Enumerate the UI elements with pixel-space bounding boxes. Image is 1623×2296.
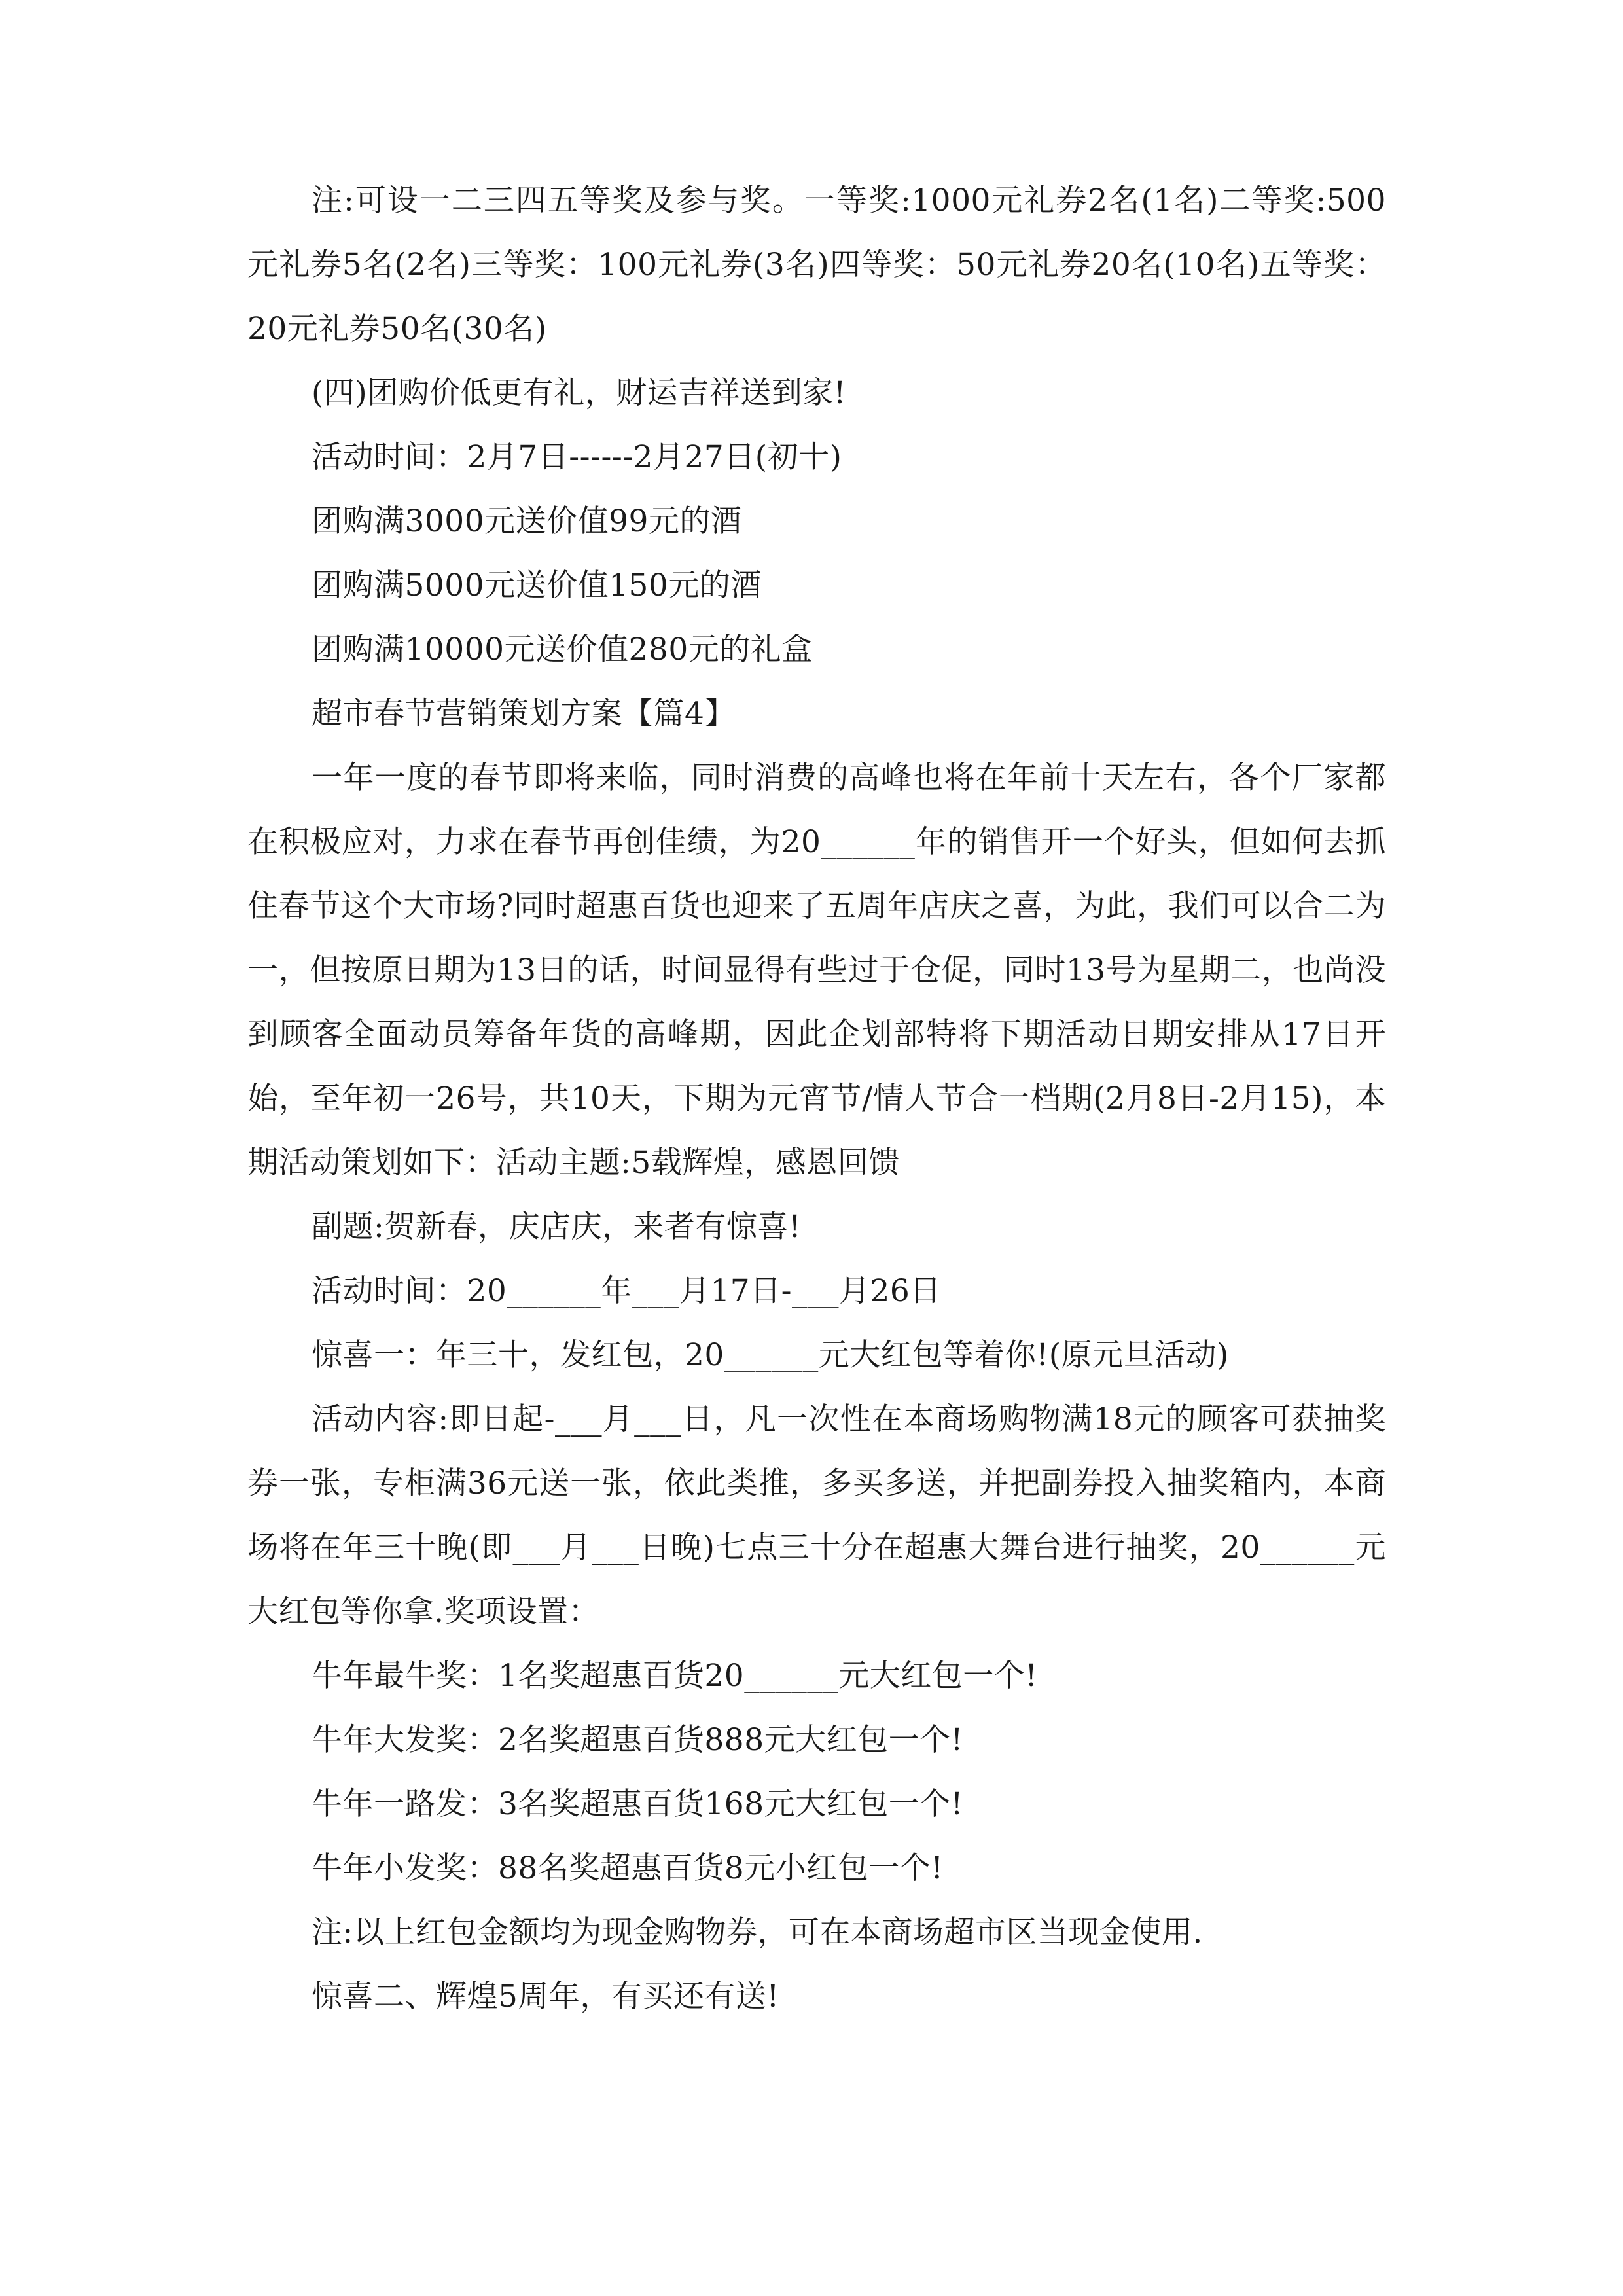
document-page <box>247 169 1386 2029</box>
prize-line-4: 牛年小发奖：88名奖超惠百货8元小红包一个! <box>312 1850 944 1886</box>
surprise-two-line: 惊喜二、辉煌5周年，有买还有送! <box>312 1979 779 2015</box>
activity-content-paragraph: 活动内容:即日起-___月___日，凡一次性在本商场购物满18元的顾客可获抽奖券一张，专柜满36元送一张，依此类推，多买多送，并把副券投入抽奖箱内，本商场将在年三十晚(即___月___日晚)七点三十分在超惠大舞台进行抽奖，20______元大红包等你拿.奖项设置： <box>247 1401 1386 1630</box>
surprise-one-line: 惊喜一：年三十，发红包，20______元大红包等着你!(原元旦活动) <box>312 1337 1229 1373</box>
group-buy-tier-2: 团购满5000元送价值150元的酒 <box>312 567 762 603</box>
group-buy-tier-1: 团购满3000元送价值99元的酒 <box>312 503 742 539</box>
prize-note-paragraph: 注:可设一二三四五等奖及参与奖。一等奖:1000元礼券2名(1名)二等奖:500元礼券5名(2名)三等奖：100元礼券(3名)四等奖：50元礼券20名(10名)五等奖：20元礼券50名(30名) <box>247 183 1386 347</box>
intro-paragraph: 一年一度的春节即将来临，同时消费的高峰也将在年前十天左右，各个厂家都在积极应对，力求在春节再创佳绩，为20______年的销售开一个好头，但如何去抓住春节这个大市场?同时超惠百货也迎来了五周年店庆之喜，为此，我们可以合二为一，但按原日期为13日的话，时间显得有些过于仓促，同时13号为星期二，也尚没到顾客全面动员筹备年货的高峰期，因此企划部特将下期活动日期安排从17日开始，至年初一26号，共10天，下期为元宵节/情人节合一档期(2月8日-2月15)，本期活动策划如下：活动主题:5载辉煌，感恩回馈 <box>247 760 1386 1181</box>
subtitle-line: 副题:贺新春，庆店庆，来者有惊喜! <box>312 1209 802 1245</box>
prize-line-2: 牛年大发奖：2名奖超惠百货888元大红包一个! <box>312 1722 963 1758</box>
section-title: 超市春节营销策划方案【篇4】 <box>312 696 736 732</box>
group-buy-time: 活动时间：2月7日------2月27日(初十) <box>312 439 842 475</box>
group-buy-tier-3: 团购满10000元送价值280元的礼盒 <box>312 632 813 668</box>
prize-line-3: 牛年一路发：3名奖超惠百货168元大红包一个! <box>312 1786 963 1822</box>
activity-time-line: 活动时间：20______年___月17日-___月26日 <box>312 1273 941 1309</box>
prize-line-1: 牛年最牛奖：1名奖超惠百货20______元大红包一个! <box>312 1658 1038 1694</box>
group-buy-heading: (四)团购价低更有礼，财运吉祥送到家! <box>312 375 847 411</box>
red-envelope-note: 注:以上红包金额均为现金购物券，可在本商场超市区当现金使用. <box>312 1914 1203 1950</box>
